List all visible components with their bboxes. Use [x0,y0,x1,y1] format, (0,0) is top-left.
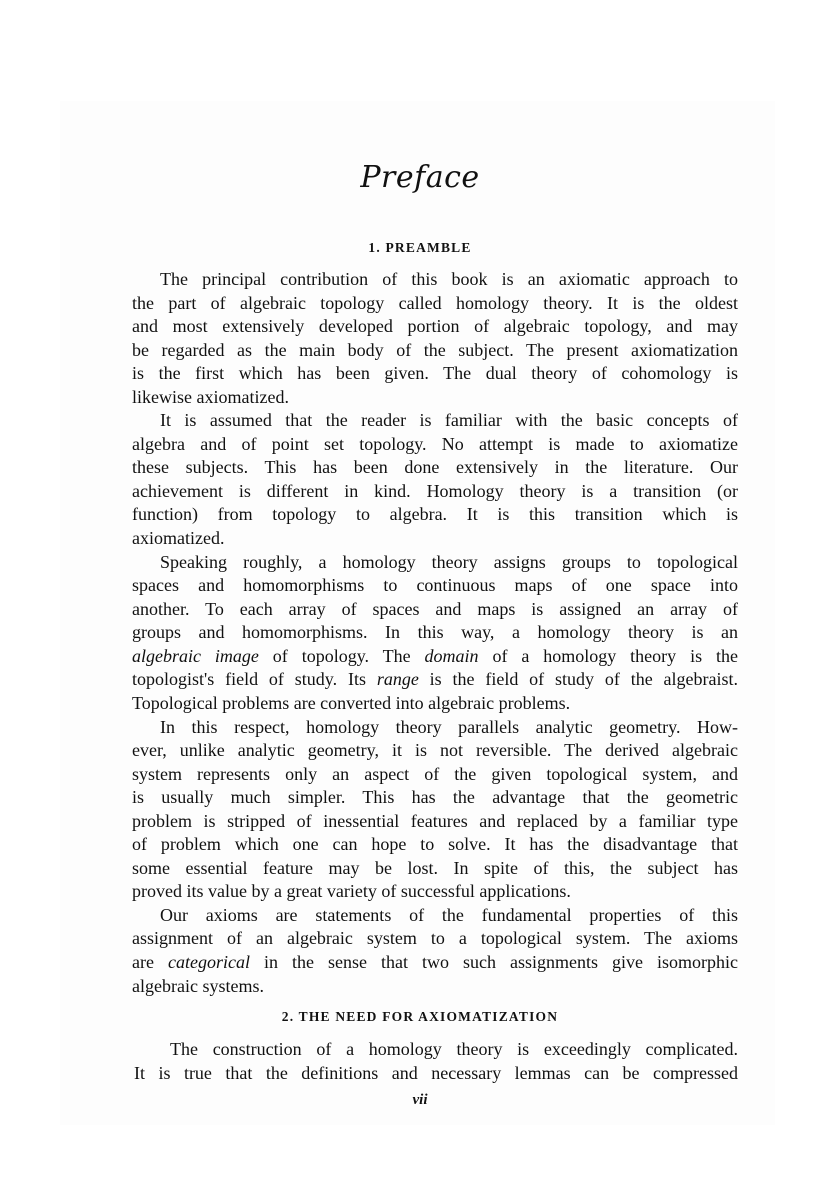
text-run: topologist's field of study. Its [132,669,377,690]
text-line: groups and homomorphisms. In this way, a homology theory is an [132,622,738,643]
text-line: spaces and homomorphisms to continuous maps of one space into [132,575,738,596]
text-line: proved its value by a great variety of successful applications. [132,881,571,902]
paragraph-3 [132,551,738,716]
paragraph-6 [142,1038,738,1062]
text-line: Topological problems are converted into algebraic problems. [132,692,571,713]
text-run: is the field of study of the algebraist. [418,669,739,690]
text-line: Our axioms are statements of the fundamental properties of this [160,904,738,925]
text-line: In this respect, homology theory parallels analytic geometry. How- [160,716,738,737]
text-line: algebra and of point set topology. No attempt is made to axiomatize [132,433,738,454]
text-line: likewise axiomatized. [132,386,289,407]
text-line: The principal contribution of this book is an axiomatic approach to [160,269,738,289]
text-line: be regarded as the main body of the subject. The present axiomatization [132,339,738,360]
text-line [132,951,738,975]
paragraph-1 [132,268,738,409]
page-number: vii [412,1092,428,1108]
text-line [132,645,738,669]
text-line: these subjects. This has been done extensively in the literature. Our [132,457,738,478]
text-line: and most extensively developed portion of algebraic topology, and may [132,316,738,337]
text-line: It is assumed that the reader is familiar with the basic concepts of [160,410,738,431]
text-line: is the first which has been given. The dual theory of cohomology is [132,363,738,384]
text-run: in the sense that two such assignments give isomorphic [249,951,738,972]
text-line: axiomatized. [132,528,225,549]
text-line: problem is stripped of inessential features and replaced by a familiar type [132,810,738,831]
emphasis-domain: domain [424,645,479,666]
paragraph-6-cont [134,1062,738,1086]
text-line: ever, unlike analytic geometry, it is not reversible. The derived algebraic [132,740,738,761]
text-line: system represents only an aspect of the given topological system, and [132,763,738,784]
emphasis-algebraic-image: algebraic image [132,645,259,666]
text-line: the part of algebraic topology called homology theory. It is the oldest [132,292,738,313]
text-line: some essential feature may be lost. In spite of this, the subject has [132,857,738,878]
text-run: of a homology theory is the [478,645,738,666]
text-line: is usually much simpler. This has the advantage that the geometric [132,787,738,808]
text-line: It is true that the definitions and necessary lemmas can be compressed [134,1062,738,1083]
text-run: are [132,951,168,972]
text-line: algebraic systems. [132,975,264,996]
text-run: of topology. The [258,645,425,666]
paragraph-5 [132,904,738,998]
text-line: of problem which one can hope to solve. It has the disadvantage that [132,834,738,855]
paragraph-2 [132,409,738,550]
text-line: The construction of a homology theory is exceedingly complicated. [170,1039,738,1059]
text-line [132,668,738,692]
text-line: achievement is different in kind. Homology theory is a transition (or [132,480,738,501]
text-line: another. To each array of spaces and maps is assigned an array of [132,598,738,619]
section-heading-need-for-axiomatization: 2. THE NEED FOR AXIOMATIZATION [281,1009,559,1024]
page-title: Preface [360,160,480,195]
emphasis-categorical: categorical [167,951,250,972]
emphasis-range: range [376,669,419,690]
text-line: Speaking roughly, a homology theory assigns groups to topological [160,551,738,572]
section-heading-preamble: 1. PREAMBLE [368,240,472,255]
text-line: assignment of an algebraic system to a topological system. The axioms [132,928,738,949]
paragraph-4 [132,716,738,904]
text-line: function) from topology to algebra. It is this transition which is [132,504,738,525]
